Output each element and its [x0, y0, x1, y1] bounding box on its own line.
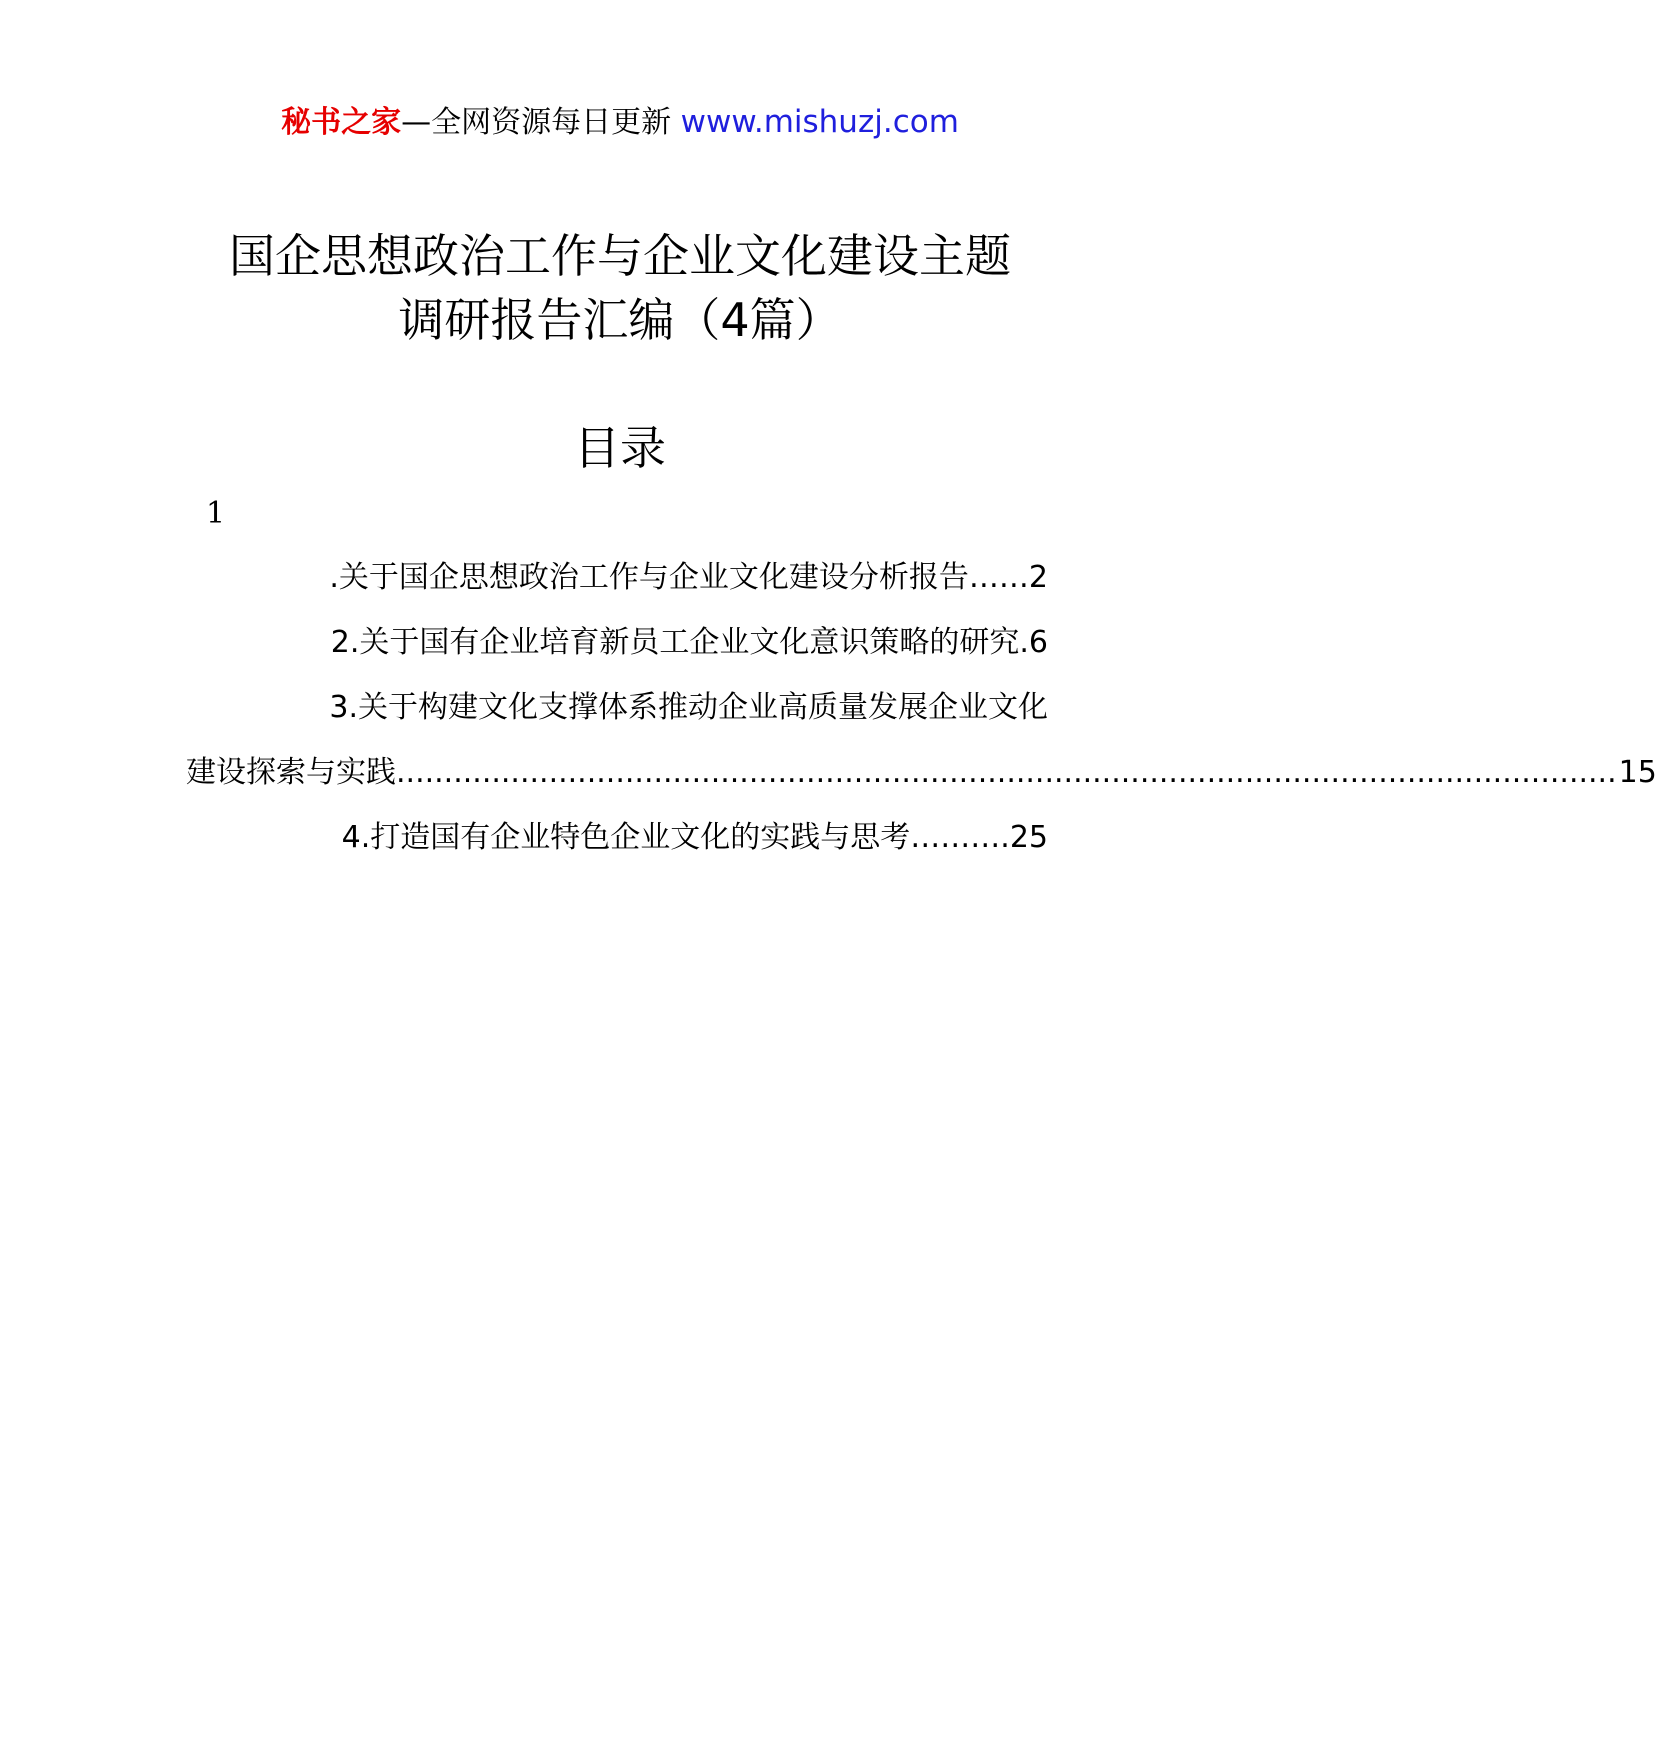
- document-title-line-2: 调研报告汇编（4篇）: [398, 293, 842, 347]
- table-of-contents: [186, 556, 1657, 881]
- document-title: [0, 224, 1240, 352]
- toc-heading: 目录: [574, 421, 666, 475]
- toc-entry-text: .关于国企思想政治工作与企业文化建设分析报告……2: [329, 560, 1048, 595]
- header-slogan: —全网资源每日更新: [401, 105, 672, 140]
- stray-list-number: 1: [206, 496, 226, 531]
- toc-dot-leader: ................................................................................................................................: [396, 755, 1617, 790]
- brand-name: 秘书之家: [281, 105, 402, 140]
- toc-entry-3-line-2[interactable]: [186, 751, 1657, 795]
- toc-entry-text: 4.打造国有企业特色企业文化的实践与思考……….25: [341, 820, 1048, 855]
- document-title-line-1: 国企思想政治工作与企业文化建设主题: [229, 229, 1011, 283]
- toc-page-number: 15: [1618, 755, 1657, 790]
- site-header: [0, 100, 1240, 145]
- toc-entry-1[interactable]: [186, 556, 1048, 600]
- toc-entry-text: 建设探索与实践: [186, 755, 396, 790]
- toc-entry-3-line-1[interactable]: [186, 686, 1048, 730]
- toc-entry-2[interactable]: [186, 621, 1048, 665]
- site-url-link[interactable]: www.mishuzj.com: [680, 104, 959, 140]
- toc-entry-text: 2.关于国有企业培育新员工企业文化意识策略的研究.6: [330, 625, 1048, 660]
- toc-entry-text: 3.关于构建文化支撑体系推动企业高质量发展企业文化: [329, 690, 1048, 725]
- toc-entry-4[interactable]: [186, 816, 1048, 860]
